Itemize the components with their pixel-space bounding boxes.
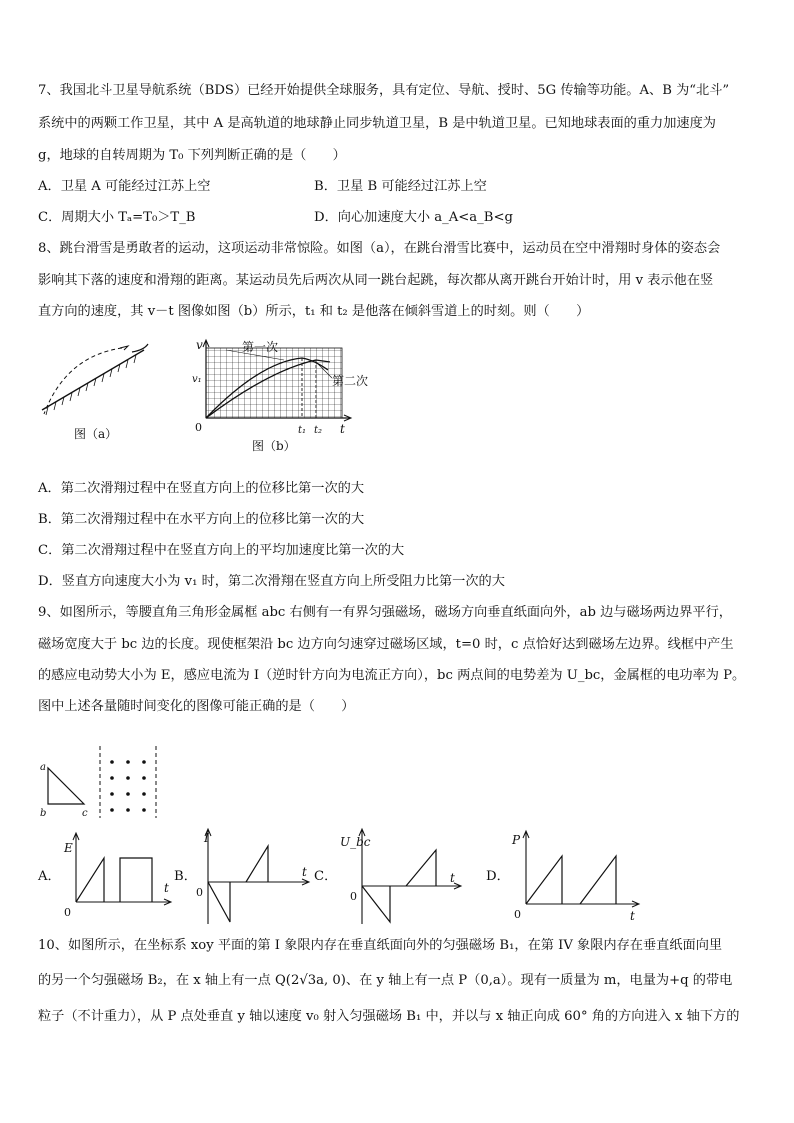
q9-graph-c-y-axis: U_bc	[340, 835, 371, 849]
figure-a-label: 图（a）	[74, 427, 118, 441]
q9-line-1: 9、如图所示，等腰直角三角形金属框 abc 右侧有一有界匀强磁场，磁场方向垂直纸面向外，ab 边与磁场两边界平行，	[38, 605, 732, 620]
q9-line-3: 的感应电动势大小为 E，感应电流为 I（逆时针方向为电流正方向），bc 两点间的电势差为 U_bc，金属框的电功率为 P。	[38, 668, 746, 683]
q9-graph-b	[194, 824, 319, 930]
triangle-vertex-a: a	[40, 762, 46, 773]
q10-line-2: 的另一个匀强磁场 B₂，在 x 轴上有一点 Q(2√3a, 0)、在 y 轴上有一点 P（0,a）。现有一质量为 m，电量为+q 的带电	[38, 973, 733, 988]
q9-graph-b-label: B．	[174, 869, 197, 884]
q9-graph-c	[336, 824, 466, 930]
q7-line-2: 系统中的两颗工作卫星，其中 A 是高轨道的地球静止同步轨道卫星，B 是中轨道卫星。已知地球表面的重力加速度为	[38, 116, 716, 131]
q7-line-3: g，地球的自转周期为 T₀ 下列判断正确的是（ ）	[38, 148, 346, 163]
q9-graph-c-x-axis: t	[450, 871, 455, 885]
q9-graph-a-label: A．	[38, 869, 61, 884]
triangle-vertex-b: b	[40, 808, 47, 819]
q9-graph-d-label: D．	[486, 869, 510, 884]
q9-graph-d	[506, 826, 646, 930]
q9-graph-d-y-axis: P	[512, 833, 521, 847]
figure-b-label: 图（b）	[252, 439, 296, 453]
figure-b-t2-label: t₂	[314, 425, 323, 436]
q9-graph-b-y-axis: I	[204, 831, 209, 845]
q7-option-d: D．向心加速度大小 a_A<a_B<g	[314, 210, 513, 225]
q8-line-3: 直方向的速度，其 v－t 图像如图（b）所示，t₁ 和 t₂ 是他落在倾斜雪道上的时刻。则（ ）	[38, 304, 590, 319]
q9-graph-b-origin: 0	[196, 886, 203, 899]
q9-graph-a	[60, 828, 180, 928]
q8-option-c: C．第二次滑翔过程中在竖直方向上的平均加速度比第一次的大	[38, 543, 405, 558]
q10-line-1: 10、如图所示，在坐标系 xoy 平面的第 I 象限内存在垂直纸面向外的匀强磁场 B₁，在第 IV 象限内存在垂直纸面向里	[38, 938, 723, 953]
figure-b-t1-label: t₁	[298, 425, 307, 436]
q9-graph-b-x-axis: t	[302, 865, 307, 879]
q9-line-4: 图中上述各量随时间变化的图像可能正确的是（ ）	[38, 699, 355, 714]
q8-option-d: D．竖直方向速度大小为 v₁ 时，第二次滑翔在竖直方向上所受阻力比第一次的大	[38, 574, 505, 589]
q10-line-3: 粒子（不计重力），从 P 点处垂直 y 轴以速度 v₀ 射入匀强磁场 B₁ 中，并以与 x 轴正向成 60° 角的方向进入 x 轴下方的	[38, 1009, 740, 1024]
q8-line-1: 8、跳台滑雪是勇敢者的运动，这项运动非常惊险。如图（a），在跳台滑雪比赛中，运动员在空中滑翔时身体的姿态会	[38, 241, 721, 256]
q9-line-2: 磁场宽度大于 bc 边的长度。现使框架沿 bc 边方向匀速穿过磁场区域，t=0 时，c 点恰好达到磁场左边界。线框中产生	[38, 637, 734, 652]
q9-graph-c-label: C．	[314, 869, 338, 884]
q8-option-a: A．第二次滑翔过程中在竖直方向上的位移比第一次的大	[38, 481, 365, 496]
q9-graph-a-y-axis: E	[64, 841, 73, 855]
q9-graph-a-x-axis: t	[164, 881, 169, 895]
figure-b-v-axis-label: v	[196, 338, 203, 352]
figure-b-v1-label: v₁	[192, 374, 202, 385]
q9-graph-a-origin: 0	[64, 906, 71, 919]
figure-b-t-axis-label: t	[340, 422, 345, 436]
q9-graph-c-origin: 0	[350, 890, 357, 903]
q8-line-2: 影响其下落的速度和滑翔的距离。某运动员先后两次从同一跳台起跳，每次都从离开跳台开始计时，用 v 表示他在竖	[38, 273, 714, 288]
q7-option-c: C．周期大小 Tₐ=T₀＞T_B	[38, 210, 196, 225]
figure-q9-triangle-field	[36, 742, 176, 820]
figure-a-ski-slope	[36, 338, 161, 448]
triangle-vertex-c: c	[82, 808, 88, 819]
figure-b-first-label: 第一次	[242, 340, 279, 354]
figure-b-second-label: 第二次	[332, 374, 369, 388]
q8-option-b: B．第二次滑翔过程中在水平方向上的位移比第一次的大	[38, 512, 365, 527]
q9-graph-d-origin: 0	[514, 908, 521, 921]
figure-b-vt-graph	[190, 338, 370, 460]
q7-option-a: A．卫星 A 可能经过江苏上空	[38, 179, 211, 194]
q7-option-b: B．卫星 B 可能经过江苏上空	[314, 179, 487, 194]
q7-line-1: 7、我国北斗卫星导航系统（BDS）已经开始提供全球服务，具有定位、导航、授时、5G 传输等功能。A、B 为“北斗”	[38, 83, 730, 98]
figure-b-origin: 0	[195, 421, 202, 434]
q9-graph-d-x-axis: t	[630, 909, 635, 923]
